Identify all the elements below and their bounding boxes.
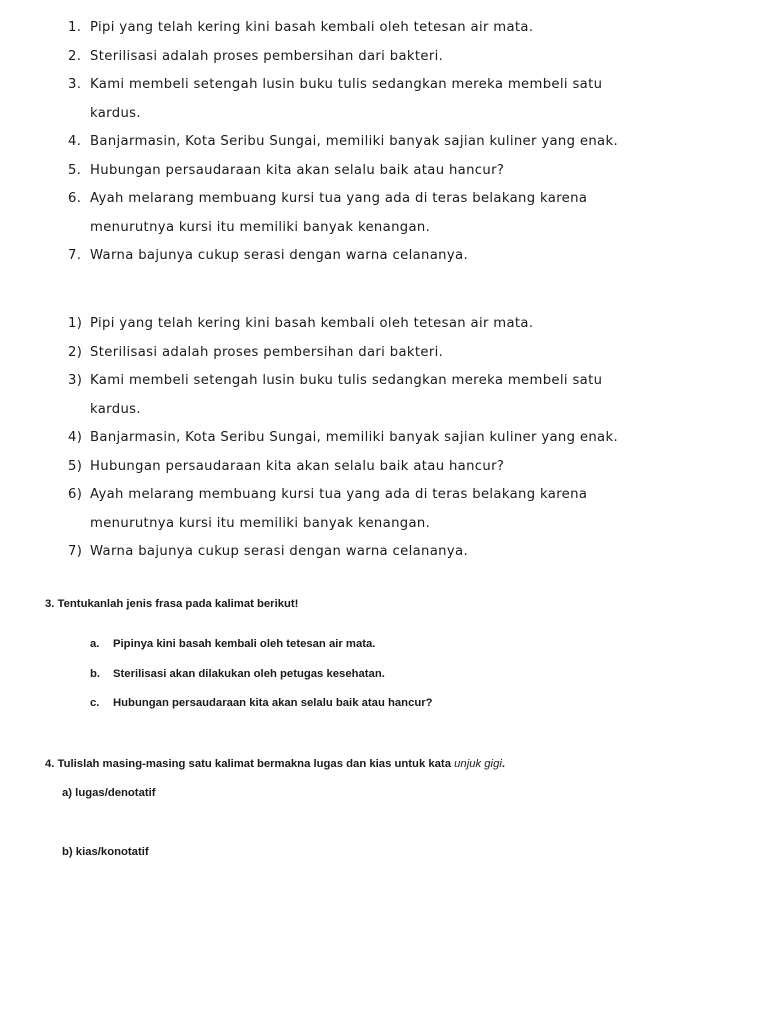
item-text: kardus. <box>90 401 141 417</box>
list-item <box>0 71 768 100</box>
list-item <box>0 453 768 482</box>
numbered-sentence-list <box>0 14 768 271</box>
question-3-item-c <box>90 697 433 709</box>
item-number: 7) <box>68 544 83 559</box>
list-item <box>0 396 768 425</box>
list-item <box>0 538 768 567</box>
question-3-item-b <box>90 668 385 680</box>
list-item <box>0 214 768 243</box>
item-label: c. <box>90 697 100 709</box>
item-number: 4. <box>68 134 82 149</box>
list-item <box>0 157 768 186</box>
item-number: 5. <box>68 162 82 178</box>
item-text: Ayah melarang membuang kursi tua yang ada di teras belakang karena <box>90 191 588 206</box>
item-text: Pipi yang telah kering kini basah kembali oleh tetesan air mata. <box>90 20 534 35</box>
list-item <box>0 14 768 43</box>
item-number: 1. <box>68 20 82 35</box>
item-label: b. <box>90 668 101 680</box>
item-text: Banjarmasin, Kota Seribu Sungai, memiliki banyak sajian kuliner yang enak. <box>90 430 619 445</box>
item-number: 2) <box>68 344 83 360</box>
item-text: Ayah melarang membuang kursi tua yang ada di teras belakang karena <box>90 487 588 502</box>
item-number: 5) <box>68 458 83 474</box>
list-item <box>0 185 768 214</box>
answer-b-label: b) kias/konotatif <box>62 846 149 858</box>
list-item <box>0 339 768 368</box>
item-number: 3. <box>68 77 82 92</box>
item-text: Pipinya kini basah kembali oleh tetesan air mata. <box>113 638 376 650</box>
list-item <box>0 128 768 157</box>
item-text: Sterilisasi adalah proses pembersihan dari bakteri. <box>90 344 444 360</box>
item-label: a. <box>90 638 100 650</box>
item-text: Hubungan persaudaraan kita akan selalu baik atau hancur? <box>90 162 505 178</box>
item-text: Warna bajunya cukup serasi dengan warna celananya. <box>90 248 468 263</box>
list-item <box>0 242 768 271</box>
item-number: 3) <box>68 373 83 388</box>
paren-sentence-list <box>0 310 768 567</box>
item-text: Sterilisasi adalah proses pembersihan dari bakteri. <box>90 48 444 64</box>
item-text: Kami membeli setengah lusin buku tulis sedangkan mereka membeli satu <box>90 77 603 92</box>
item-text: Warna bajunya cukup serasi dengan warna celananya. <box>90 544 468 559</box>
item-number: 1) <box>68 316 83 331</box>
item-number: 4) <box>68 430 83 445</box>
item-text: menurutnya kursi itu memiliki banyak kenangan. <box>90 219 431 235</box>
list-item <box>0 424 768 453</box>
item-text: Sterilisasi akan dilakukan oleh petugas kesehatan. <box>113 668 385 680</box>
list-item <box>0 100 768 129</box>
question-4-title-prefix: 4. Tulislah masing-masing satu kalimat bermakna lugas dan kias untuk kata <box>45 758 455 770</box>
answer-a-label: a) lugas/denotatif <box>62 787 156 799</box>
list-item <box>0 43 768 72</box>
list-item <box>0 481 768 510</box>
item-text: Hubungan persaudaraan kita akan selalu baik atau hancur? <box>90 458 505 474</box>
item-text: kardus. <box>90 105 141 121</box>
item-text: Hubungan persaudaraan kita akan selalu baik atau hancur? <box>113 697 433 709</box>
item-text: Kami membeli setengah lusin buku tulis sedangkan mereka membeli satu <box>90 373 603 388</box>
item-number: 2. <box>68 48 82 64</box>
list-item <box>0 367 768 396</box>
question-3-item-a <box>90 638 375 650</box>
question-3-title: 3. Tentukanlah jenis frasa pada kalimat berikut! <box>45 598 299 610</box>
item-number: 6. <box>68 191 82 206</box>
item-text: Banjarmasin, Kota Seribu Sungai, memiliki banyak sajian kuliner yang enak. <box>90 134 619 149</box>
list-item <box>0 310 768 339</box>
item-number: 7. <box>68 248 82 263</box>
item-text: Pipi yang telah kering kini basah kembali oleh tetesan air mata. <box>90 316 534 331</box>
item-text: menurutnya kursi itu memiliki banyak kenangan. <box>90 515 431 531</box>
item-number: 6) <box>68 487 83 502</box>
question-4-title-suffix: . <box>501 758 505 770</box>
question-4-title <box>45 758 505 770</box>
list-item <box>0 510 768 539</box>
question-4-keyword: unjuk gigi <box>454 758 502 770</box>
